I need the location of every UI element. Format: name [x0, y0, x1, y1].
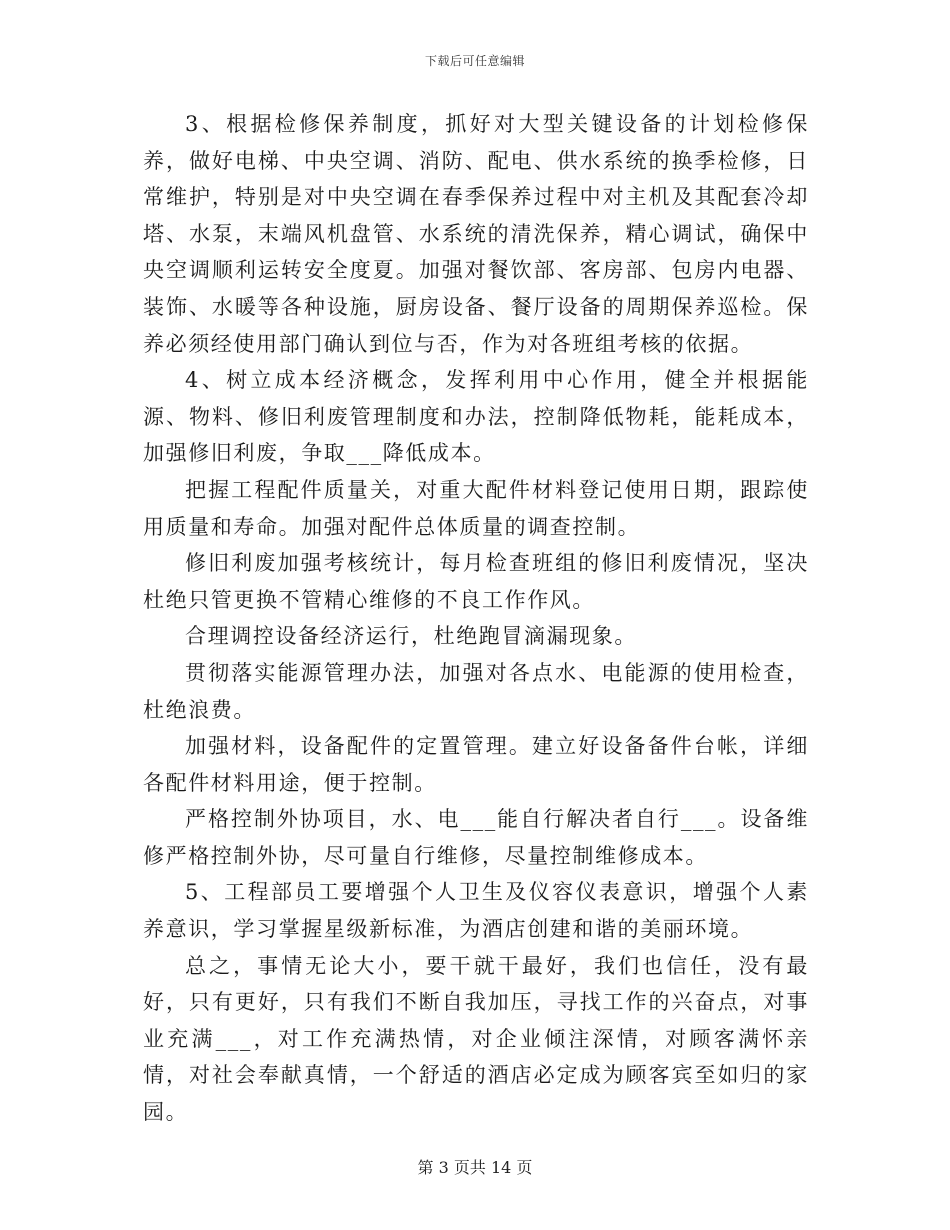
paragraph-parts-quality: 把握工程配件质量关，对重大配件材料登记使用日期，跟踪使用质量和寿命。加强对配件总体质量的调查控制。	[143, 477, 809, 539]
paragraph-materials-management: 加强材料，设备配件的定置管理。建立好设备备件台帐，详细各配件材料用途，便于控制。	[143, 734, 809, 795]
paragraph-item-4: 4、树立成本经济概念，发挥利用中心作用，健全并根据能源、物料、修旧利废管理制度和办法，控制降低物耗，能耗成本，加强修旧利废，争取___降低成本。	[143, 368, 809, 466]
paragraph-economic-operation: 合理调控设备经济运行，杜绝跑冒滴漏现象。	[185, 624, 637, 649]
page-header: 下载后可任意编辑	[424, 54, 525, 68]
page-number: 第 3 页共 14 页	[417, 1158, 533, 1177]
paragraph-summary: 总之，事情无论大小，要干就干最好，我们也信任，没有最好，只有更好，只有我们不断自我加压，寻找工作的兴奋点，对事业充满___，对工作充满热情，对企业倾注深情，对顾客满怀亲情，对社会奉献真情，一个舒适的酒店必定成为顾客宾至如归的家园。	[143, 953, 809, 1125]
paragraph-energy-management: 贯彻落实能源管理办法，加强对各点水、电能源的使用检查，杜绝浪费。	[143, 660, 809, 722]
paragraph-item-5: 5、工程部员工要增强个人卫生及仪容仪表意识，增强个人素养意识，学习掌握星级新标准，为酒店创建和谐的美丽环境。	[143, 880, 809, 942]
paragraph-repair-reuse: 修旧利废加强考核统计，每月检查班组的修旧利废情况，坚决杜绝只管更换不管精心维修的不良工作作风。	[143, 551, 809, 612]
paragraph-outsourcing-control: 严格控制外协项目，水、电___能自行解决者自行___。设备维修严格控制外协，尽可量自行维修，尽量控制维修成本。	[143, 807, 809, 868]
paragraph-item-3: 3、根据检修保养制度，抓好对大型关键设备的计划检修保养，做好电梯、中央空调、消防、配电、供水系统的换季检修，日常维护，特别是对中央空调在春季保养过程中对主机及其配套冷却塔、水泵，末端风机盘管、水系统的清洗保养，精心调试，确保中央空调顺利运转安全度夏。加强对餐饮部、客房部、包房内电器、装饰、水暖等各种设施，厨房设备、餐厅设备的周期保养巡检。保养必须经使用部门确认到位与否，作为对各班组考核的依据。	[143, 112, 809, 356]
document-body	[143, 106, 809, 1131]
